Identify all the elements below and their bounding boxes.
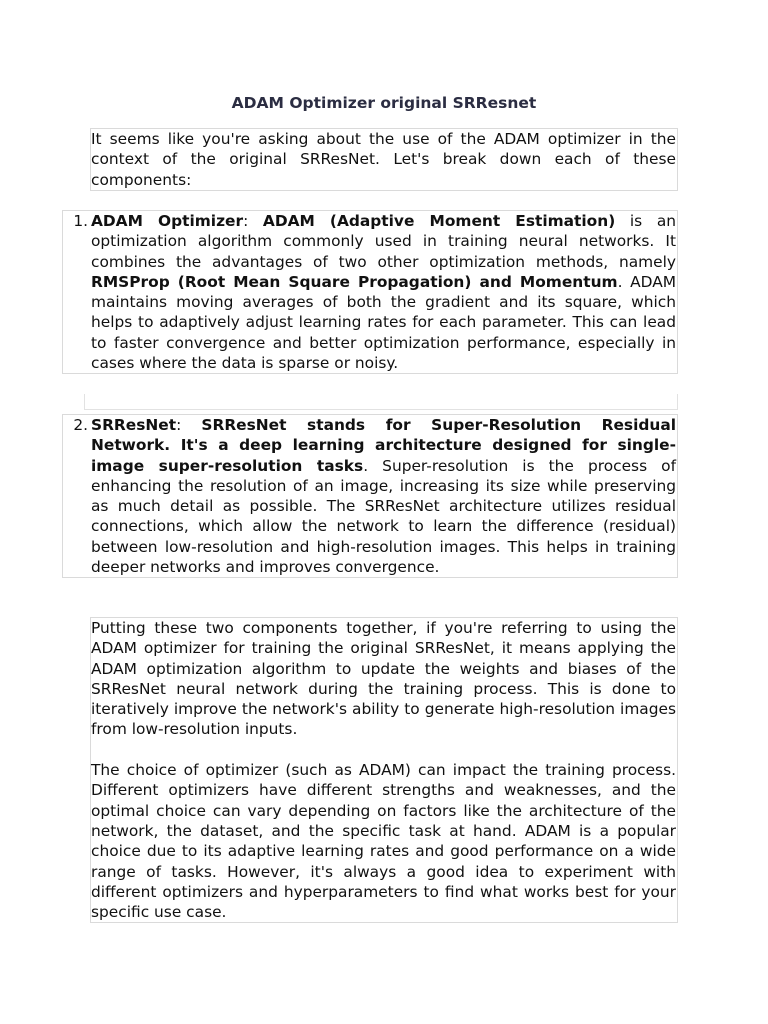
page-title: ADAM Optimizer original SRResnet (231, 94, 537, 112)
body-text: . ADAM maintains moving averages of both the gradient and its square, which helps to adaptively adjust learning rates for each parameter. This can lead to faster convergence and better optimization performance, especially in cases where the data is sparse or noisy. (91, 272, 677, 373)
term-label: ADAM Optimizer (91, 212, 244, 230)
intro-text: It seems like you're asking about the use of the ADAM optimizer in the context of the original SRResNet. Let's break down each of these components: (91, 130, 676, 189)
list-item-text (91, 415, 677, 577)
body-text: . Super-resolution is the process of enhancing the resolution of an image, increasing its size while preserving as much detail as possible. The SRResNet architecture utilizes residual connections, which allow the network to learn the difference (residual) between low-resolution and high-resolution images. This helps in training deeper networks and improves convergence. (91, 456, 676, 577)
term-label: SRResNet (91, 416, 177, 434)
strong-text: RMSProp (Root Mean Square Propagation) and Momentum (91, 272, 618, 291)
intro-paragraph (90, 128, 678, 191)
closing-section (90, 617, 678, 923)
strong-text: ADAM (Adaptive Moment Estimation) (262, 212, 616, 230)
strong-text: SRResNet stands for Super-Resolution Residual Network. It's a deep learning architecture designed for single-image super-resolution tasks (91, 416, 676, 475)
list-item-srresnet (62, 414, 678, 578)
list-item-text (91, 211, 677, 373)
body-text: is an optimization algorithm commonly used in training neural networks. It combines the advantages of two other optimization methods, namely (91, 212, 677, 271)
list-item-adam (62, 210, 678, 374)
term-separator: : (176, 416, 202, 434)
list-number: 1. (73, 212, 88, 230)
list-number: 2. (73, 416, 88, 434)
closing-paragraph: The choice of optimizer (such as ADAM) can impact the training process. Different optimizers have different strengths and weaknesses, and the optimal choice can vary depending on factors like the architecture of the network, the dataset, and the specific task at hand. ADAM is a popular choice due to its adaptive learning rates and good performance on a wide range of tasks. However, it's always a good idea to experiment with different optimizers and hyperparameters to find what works best for your specific use case. (91, 761, 676, 922)
term-separator: : (243, 212, 263, 230)
divider (84, 394, 678, 410)
closing-paragraph: Putting these two components together, if you're referring to using the ADAM optimizer for training the original SRResNet, it means applying the ADAM optimization algorithm to update the weights and biases of the SRResNet neural network during the training process. This is done to iteratively improve the network's ability to generate high-resolution images from low-resolution inputs. (91, 619, 676, 739)
